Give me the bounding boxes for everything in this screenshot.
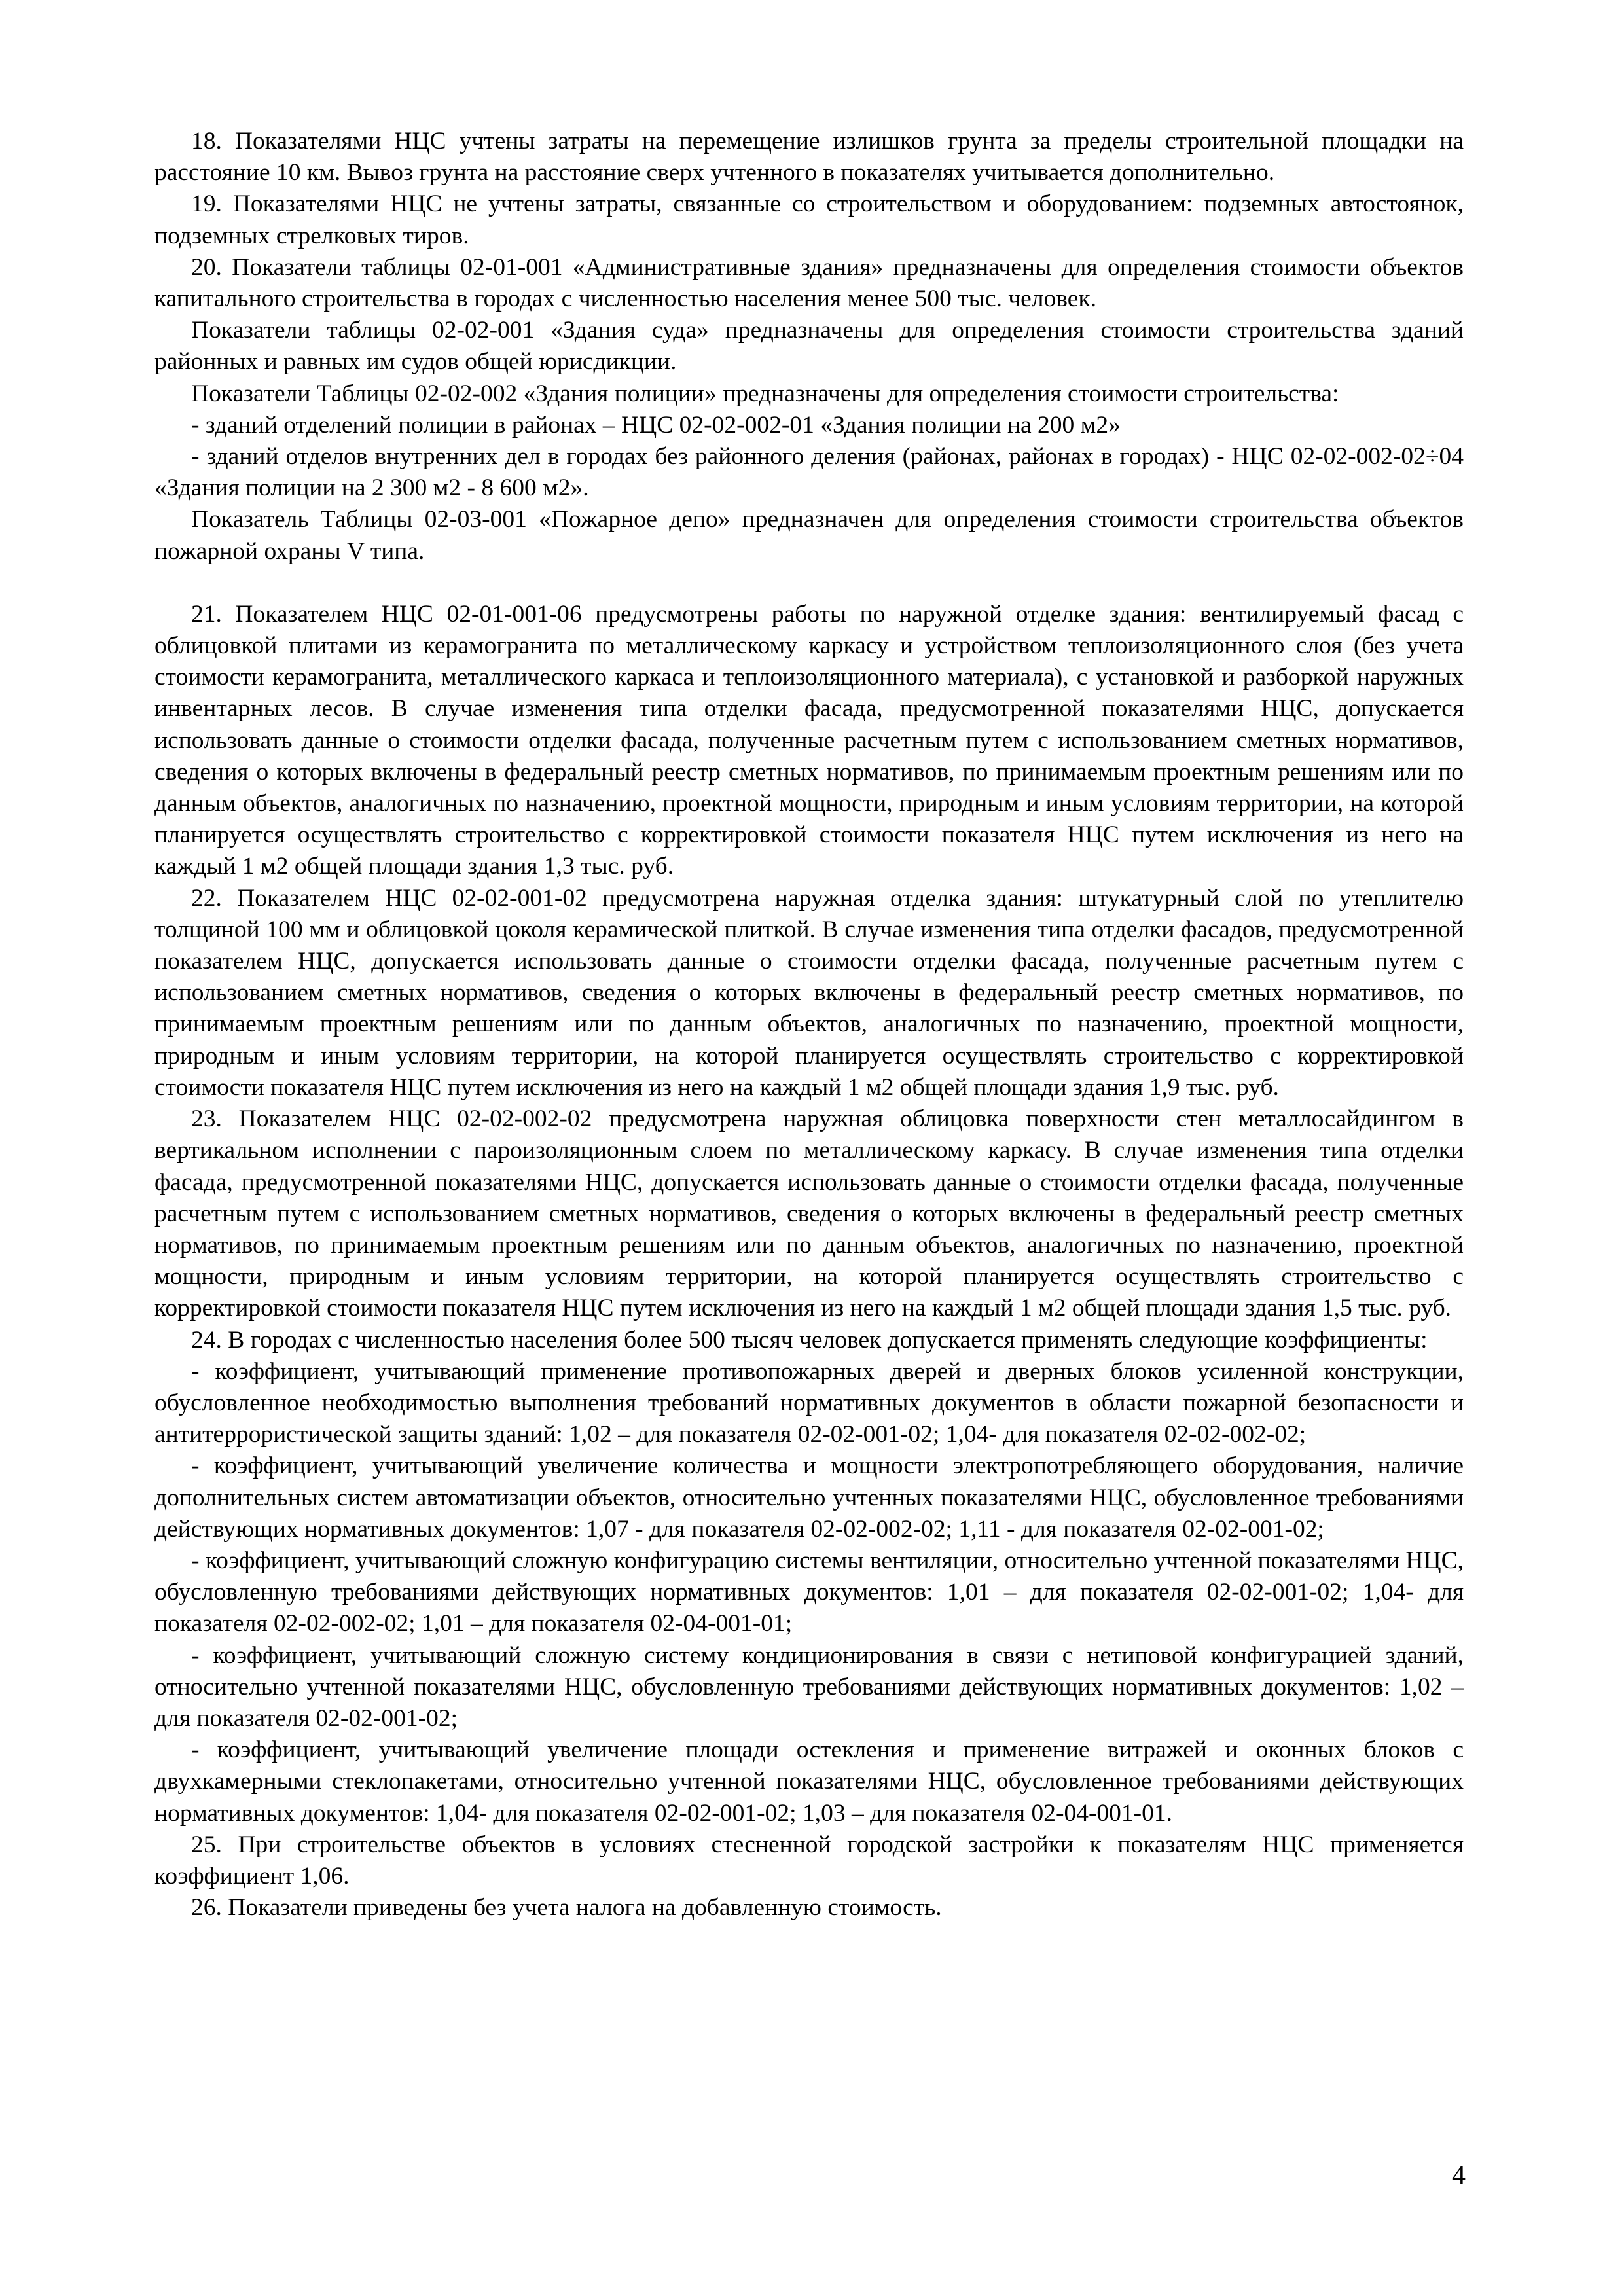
- paragraph-21: 21. Показателем НЦС 02-01-001-06 предусмотрены работы по наружной отделке здания: вентилируемый фасад с облицовкой плитами из керамогранита по металлическому каркасу и устройством теплоизоляционного слоя (без учета стоимости керамогранита, металлического каркаса и теплоизоляционного материала), с установкой и разборкой наружных инвентарных лесов. В случае изменения типа отделки фасада, предусмотренной показателями НЦС, допускается использовать данные о стоимости отделки фасада, полученные расчетным путем с использованием сметных нормативов, сведения о которых включены в федеральный реестр сметных нормативов, по принимаемым проектным решениям или по данным объектов, аналогичных по назначению, проектной мощности, природным и иным условиям территории, на которой планируется осуществлять строительство с корректировкой стоимости показателя НЦС путем исключения из него на каждый 1 м2 общей площади здания 1,3 тыс. руб.: [154, 600, 1464, 880]
- paragraph-24: 24. В городах с численностью населения более 500 тысяч человек допускается применять следующие коэффициенты:: [191, 1326, 1428, 1354]
- paragraph-24-coefficient-conditioning: - коэффициент, учитывающий сложную систему кондиционирования в связи с нетиповой конфигурацией зданий, относительно учтенной показателями НЦС, обусловленную требованиями действующих нормативных документов: 1,02 – для показателя 02-02-001-02;: [154, 1641, 1464, 1732]
- paragraph-20: 20. Показатели таблицы 02-01-001 «Административные здания» предназначены для определения стоимости объектов капитального строительства в городах с численностью населения менее 500 тыс. человек.: [154, 253, 1464, 313]
- paragraph-19: 19. Показателями НЦС не учтены затраты, связанные со строительством и оборудованием: подземных автостоянок, подземных стрелковых тиров.: [154, 190, 1464, 249]
- paragraph-20-police-buildings: Показатели Таблицы 02-02-002 «Здания полиции» предназначены для определения стоимости строительства:: [191, 380, 1339, 407]
- paragraph-20-fire-depot: Показатель Таблицы 02-03-001 «Пожарное депо» предназначен для определения стоимости строительства объектов пожарной охраны V типа.: [154, 506, 1464, 565]
- paragraph-24-coefficient-doors: - коэффициент, учитывающий применение противопожарных дверей и дверных блоков усиленной конструкции, обусловленное необходимостью выполнения требований нормативных документов в области пожарной безопасности и антитеррористической защиты зданий: 1,02 – для показателя 02-02-001-02; 1,04- для показателя 02-02-002-02;: [154, 1357, 1464, 1448]
- paragraph-20-police-item-2: - зданий отделов внутренних дел в городах без районного деления (районах, районах в городах) - НЦС 02-02-002-02÷04 «Здания полиции на 2 300 м2 - 8 600 м2».: [154, 443, 1464, 502]
- page-number: 4: [1452, 2161, 1466, 2191]
- paragraph-22: 22. Показателем НЦС 02-02-001-02 предусмотрена наружная отделка здания: штукатурный слой по утеплителю толщиной 100 мм и облицовкой цоколя керамической плиткой. В случае изменения типа отделки фасадов, предусмотренной показателем НЦС, допускается использовать данные о стоимости отделки фасада, полученные расчетным путем с использованием сметных нормативов, сведения о которых включены в федеральный реестр сметных нормативов, по принимаемым проектным решениям или по данным объектов, аналогичных по назначению, проектной мощности, природным и иным условиям территории, на которой планируется осуществлять строительство с корректировкой стоимости показателя НЦС путем исключения из него на каждый 1 м2 общей площади здания 1,9 тыс. руб.: [154, 884, 1464, 1101]
- paragraph-20-court-buildings: Показатели таблицы 02-02-001 «Здания суда» предназначены для определения стоимости строительства зданий районных и равных им судов общей юрисдикции.: [154, 317, 1464, 376]
- paragraph-24-coefficient-glazing: - коэффициент, учитывающий увеличение площади остекления и применение витражей и оконных блоков с двухкамерными стеклопакетами, относительно учтенной показателями НЦС, обусловленное требованиями действующих нормативных документов: 1,04- для показателя 02-02-001-02; 1,03 – для показателя 02-04-001-01.: [154, 1736, 1464, 1827]
- paragraph-23: 23. Показателем НЦС 02-02-002-02 предусмотрена наружная облицовка поверхности стен металлосайдингом в вертикальном исполнении с пароизоляционным слоем по металлическому каркасу. В случае изменения типа отделки фасада, предусмотренной показателями НЦС, допускается использовать данные о стоимости отделки фасада, полученные расчетным путем с использованием сметных нормативов, сведения о которых включены в федеральный реестр сметных нормативов, по принимаемым проектным решениям или по данным объектов, аналогичных по назначению, проектной мощности, природным и иным условиям территории, на которой планируется осуществлять строительство с корректировкой стоимости показателя НЦС путем исключения из него на каждый 1 м2 общей площади здания 1,5 тыс. руб.: [154, 1105, 1464, 1322]
- paragraph-24-coefficient-ventilation: - коэффициент, учитывающий сложную конфигурацию системы вентиляции, относительно учтенной показателями НЦС, обусловленную требованиями действующих нормативных документов: 1,01 – для показателя 02-02-001-02; 1,04- для показателя 02-02-002-02; 1,01 – для показателя 02-04-001-01;: [154, 1547, 1464, 1638]
- paragraph-24-coefficient-electrical: - коэффициент, учитывающий увеличение количества и мощности электропотребляющего оборудования, наличие дополнительных систем автоматизации объектов, относительно учтенных показателями НЦС, обусловленное требованиями действующих нормативных документов: 1,07 - для показателя 02-02-002-02; 1,11 - для показателя 02-02-001-02;: [154, 1452, 1464, 1543]
- paragraph-25: 25. При строительстве объектов в условиях стесненной городской застройки к показателям НЦС применяется коэффициент 1,06.: [154, 1831, 1464, 1890]
- paragraph-26: 26. Показатели приведены без учета налога на добавленную стоимость.: [191, 1894, 942, 1922]
- paragraph-18: 18. Показателями НЦС учтены затраты на перемещение излишков грунта за пределы строительной площадки на расстояние 10 км. Вывоз грунта на расстояние сверх учтенного в показателях учитывается дополнительно.: [154, 128, 1464, 187]
- document-body: [154, 126, 1464, 1924]
- paragraph-20-police-item-1: - зданий отделений полиции в районах – НЦС 02-02-002-01 «Здания полиции на 200 м2»: [191, 411, 1121, 439]
